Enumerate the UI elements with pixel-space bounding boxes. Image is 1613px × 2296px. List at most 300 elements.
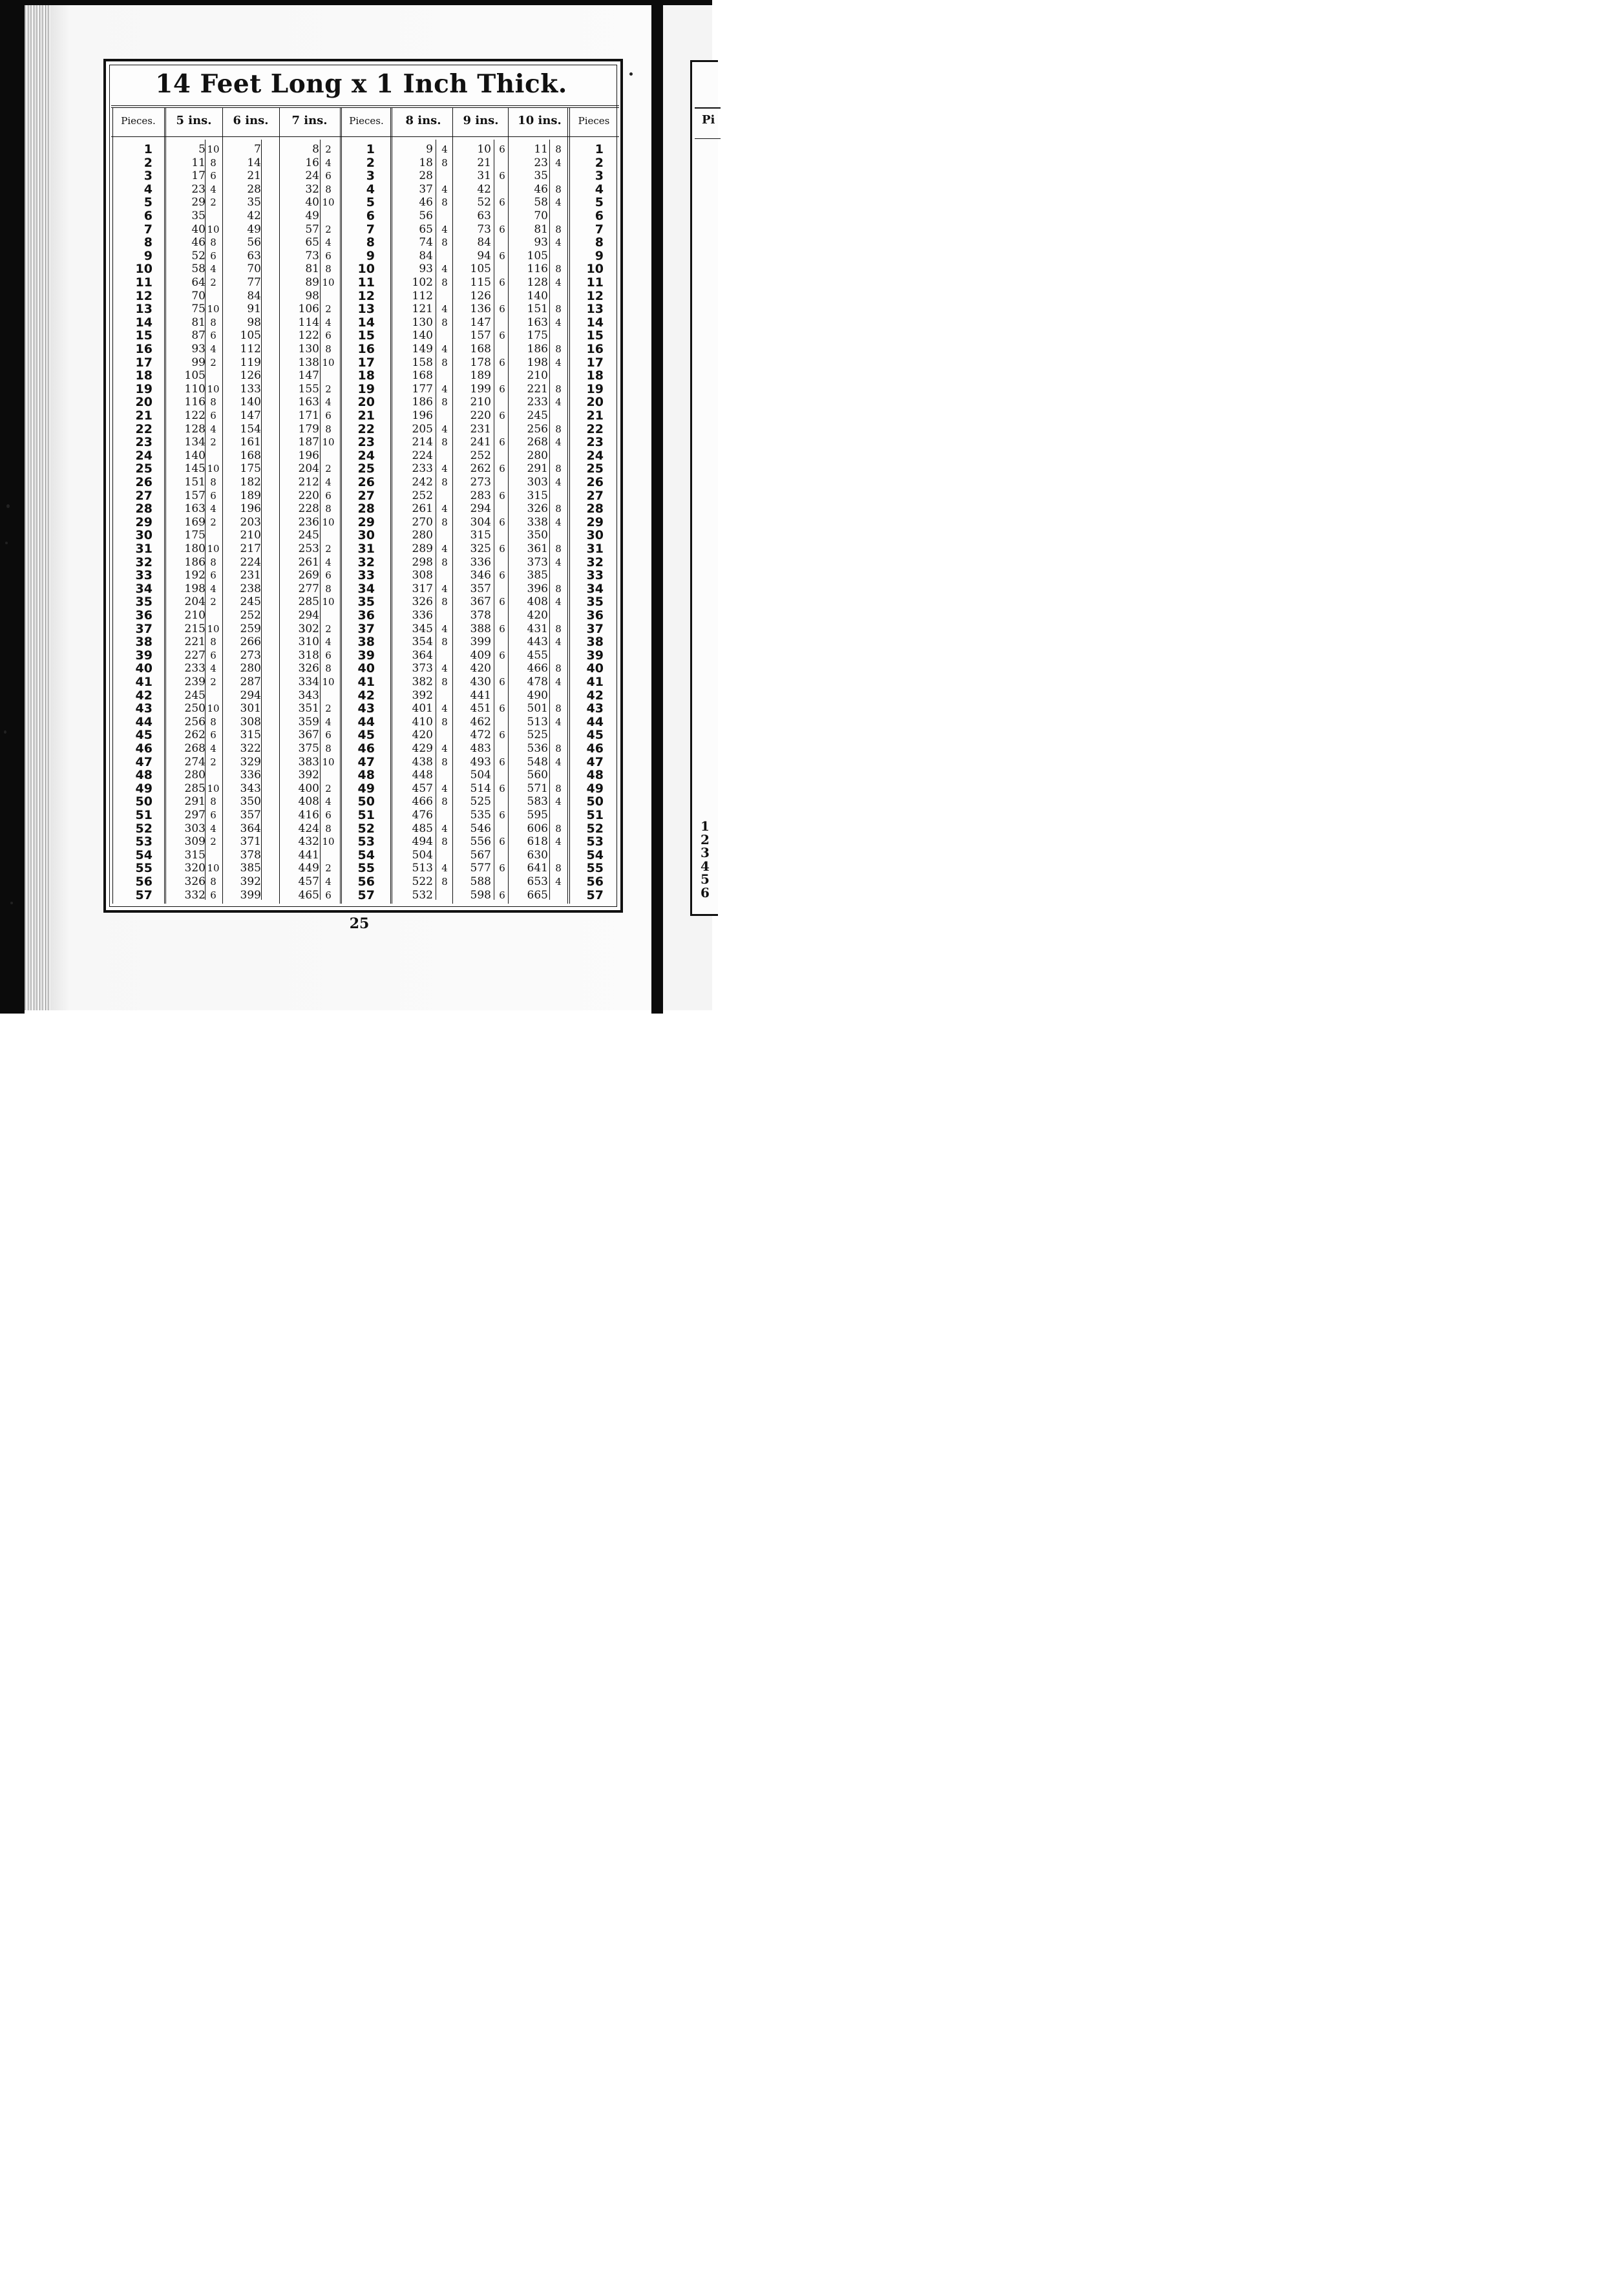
cell-8-ins: 392 <box>412 688 433 702</box>
cell-5-ins: 233 <box>184 662 206 675</box>
cell-10-ins: 408 <box>527 595 548 609</box>
cell-5-ins: 210 <box>184 609 206 622</box>
cell-10-ins-fraction: 8 <box>555 183 562 195</box>
cell-10-ins: 466 <box>527 662 548 675</box>
cell-7-ins: 326 <box>298 662 319 675</box>
cell-10-ins: 198 <box>527 356 548 369</box>
pieces-cell: 11 <box>357 275 375 290</box>
cell-7-ins: 106 <box>298 303 319 316</box>
title-rule <box>111 105 619 106</box>
table-row <box>107 529 622 542</box>
cell-7-ins: 130 <box>298 343 319 356</box>
cell-6-ins: 42 <box>247 209 261 222</box>
cell-10-ins: 536 <box>527 742 548 755</box>
cell-5-ins: 87 <box>191 329 206 343</box>
table-row <box>107 156 622 170</box>
cell-8-ins-fraction: 8 <box>441 197 448 209</box>
cell-5-ins-fraction: 4 <box>210 263 216 275</box>
pieces-cell: 1 <box>143 142 153 156</box>
cell-5-ins: 70 <box>191 289 206 303</box>
scan-speck <box>10 902 13 904</box>
cell-9-ins: 315 <box>470 529 491 542</box>
table-row <box>107 728 622 742</box>
cell-8-ins-fraction: 8 <box>441 237 448 249</box>
cell-10-ins: 583 <box>527 795 548 809</box>
pieces-cell: 54 <box>135 847 153 862</box>
cell-9-ins-fraction: 6 <box>499 836 505 848</box>
cell-9-ins-fraction: 6 <box>499 356 505 368</box>
cell-7-ins-fraction: 10 <box>322 197 335 209</box>
cell-10-ins: 280 <box>527 449 548 462</box>
table-row <box>107 875 622 889</box>
table-row <box>107 290 622 303</box>
pieces-cell: 25 <box>135 462 153 476</box>
cell-5-ins-fraction: 2 <box>210 356 216 368</box>
cell-6-ins: 84 <box>247 289 261 303</box>
pieces-cell: 41 <box>357 675 375 689</box>
pieces-cell: 37 <box>357 621 375 636</box>
pieces-cell: 6 <box>366 209 375 223</box>
cell-10-ins: 105 <box>527 249 548 262</box>
pieces-cell: 26 <box>586 475 604 489</box>
pieces-cell: 57 <box>135 888 153 902</box>
cell-9-ins: 63 <box>477 209 491 222</box>
cell-8-ins: 56 <box>419 209 433 222</box>
pieces-cell: 39 <box>135 648 153 663</box>
cell-10-ins: 93 <box>534 236 548 250</box>
cell-8-ins: 270 <box>412 515 433 529</box>
cell-7-ins-fraction: 8 <box>325 743 332 754</box>
cell-8-ins-fraction: 4 <box>441 303 448 315</box>
cell-8-ins-fraction: 4 <box>441 263 448 275</box>
cell-5-ins: 291 <box>184 795 206 809</box>
cell-6-ins: 175 <box>240 462 261 476</box>
cell-5-ins-fraction: 2 <box>210 277 216 288</box>
cell-10-ins: 23 <box>534 156 548 169</box>
table-row <box>107 223 622 237</box>
cell-7-ins: 138 <box>298 356 319 369</box>
cell-6-ins: 308 <box>240 715 261 728</box>
cell-10-ins: 245 <box>527 409 548 422</box>
cell-7-ins-fraction: 6 <box>325 250 332 262</box>
cell-5-ins: 40 <box>191 222 206 236</box>
pieces-cell: 32 <box>135 555 153 569</box>
cell-8-ins: 149 <box>412 343 433 356</box>
cell-10-ins: 210 <box>527 369 548 383</box>
pieces-cell: 35 <box>135 595 153 610</box>
cell-8-ins: 457 <box>412 781 433 795</box>
cell-9-ins-fraction: 6 <box>499 782 505 794</box>
cell-5-ins: 145 <box>184 462 206 476</box>
cell-5-ins: 198 <box>184 582 206 595</box>
cell-5-ins-fraction: 8 <box>210 716 216 728</box>
cell-10-ins: 595 <box>527 809 548 822</box>
pieces-cell: 35 <box>586 595 604 610</box>
cell-9-ins: 378 <box>470 609 491 622</box>
cell-8-ins-fraction: 8 <box>441 556 448 568</box>
cell-9-ins-fraction: 6 <box>499 330 505 342</box>
pieces-cell: 54 <box>586 847 604 862</box>
cell-10-ins-fraction: 8 <box>555 263 562 275</box>
cell-5-ins-fraction: 6 <box>210 489 216 502</box>
cell-10-ins: 186 <box>527 343 548 356</box>
pieces-cell: 52 <box>135 821 153 836</box>
cell-7-ins-fraction: 4 <box>325 476 332 488</box>
cell-9-ins: 294 <box>470 502 491 516</box>
cell-9-ins-fraction: 6 <box>499 197 505 209</box>
cell-5-ins: 186 <box>184 555 206 569</box>
cell-9-ins: 220 <box>470 409 491 422</box>
table-row <box>107 822 622 836</box>
cell-10-ins-fraction: 8 <box>555 383 562 395</box>
cell-6-ins: 336 <box>240 769 261 782</box>
pieces-cell: 10 <box>135 262 153 277</box>
table-row <box>107 702 622 716</box>
cell-8-ins-fraction: 8 <box>441 636 448 648</box>
pieces-cell: 11 <box>135 275 153 290</box>
cell-10-ins-fraction: 4 <box>555 516 562 528</box>
cell-9-ins: 325 <box>470 542 491 555</box>
pieces-cell: 35 <box>357 595 375 610</box>
cell-9-ins-fraction: 6 <box>499 622 505 635</box>
cell-9-ins-fraction: 6 <box>499 729 505 741</box>
cell-10-ins: 151 <box>527 303 548 316</box>
cell-5-ins: 52 <box>191 249 206 262</box>
cell-6-ins: 147 <box>240 409 261 422</box>
next-page-rule <box>695 138 721 139</box>
cell-6-ins: 399 <box>240 888 261 902</box>
header-pieces-left: Pieces. <box>121 115 156 127</box>
cell-5-ins-fraction: 10 <box>207 782 220 794</box>
pieces-cell: 17 <box>586 355 604 370</box>
cell-10-ins: 361 <box>527 542 548 555</box>
table-row <box>107 449 622 463</box>
pieces-cell: 2 <box>366 155 375 170</box>
cell-6-ins: 392 <box>240 875 261 888</box>
next-page-row-fragment: 3 <box>701 845 710 861</box>
cell-8-ins: 233 <box>412 462 433 476</box>
cell-5-ins: 23 <box>191 182 206 196</box>
pieces-cell: 43 <box>135 701 153 716</box>
pieces-cell: 3 <box>143 169 153 184</box>
pieces-cell: 28 <box>586 502 604 516</box>
cell-7-ins-fraction: 4 <box>325 396 332 409</box>
cell-7-ins: 228 <box>298 502 319 516</box>
cell-10-ins: 525 <box>527 728 548 742</box>
cell-5-ins-fraction: 10 <box>207 622 220 635</box>
cell-9-ins: 84 <box>477 236 491 250</box>
cell-5-ins-fraction: 4 <box>210 663 216 675</box>
pieces-cell: 37 <box>135 621 153 636</box>
cell-7-ins: 212 <box>298 476 319 489</box>
cell-6-ins: 182 <box>240 476 261 489</box>
table-row <box>107 303 622 316</box>
cell-6-ins: 14 <box>247 156 261 169</box>
cell-7-ins: 89 <box>305 276 319 289</box>
cell-10-ins: 11 <box>534 143 548 156</box>
cell-5-ins-fraction: 4 <box>210 582 216 595</box>
cell-9-ins-fraction: 6 <box>499 277 505 288</box>
cell-7-ins: 457 <box>298 875 319 888</box>
table-row <box>107 169 622 183</box>
cell-8-ins: 420 <box>412 728 433 742</box>
cell-5-ins-fraction: 10 <box>207 862 220 875</box>
pieces-cell: 33 <box>135 568 153 583</box>
cell-7-ins-fraction: 6 <box>325 569 332 582</box>
cell-9-ins-fraction: 6 <box>499 649 505 661</box>
cell-6-ins: 35 <box>247 196 261 209</box>
pieces-cell: 4 <box>143 182 153 197</box>
cell-8-ins: 74 <box>419 236 433 250</box>
pieces-cell: 30 <box>357 528 375 543</box>
cell-8-ins: 177 <box>412 382 433 396</box>
cell-10-ins: 221 <box>527 382 548 396</box>
cell-8-ins-fraction: 4 <box>441 383 448 395</box>
cell-7-ins: 155 <box>298 382 319 396</box>
cell-10-ins: 431 <box>527 622 548 635</box>
pieces-cell: 12 <box>357 288 375 303</box>
cell-9-ins: 231 <box>470 422 491 436</box>
cell-8-ins: 466 <box>412 795 433 809</box>
cell-6-ins: 56 <box>247 236 261 250</box>
cell-6-ins: 105 <box>240 329 261 343</box>
cell-5-ins-fraction: 8 <box>210 476 216 488</box>
cell-9-ins: 252 <box>470 449 491 462</box>
next-page-table-frame <box>690 60 718 916</box>
pieces-cell: 48 <box>586 768 604 783</box>
cell-8-ins-fraction: 8 <box>441 796 448 808</box>
cell-8-ins: 326 <box>412 595 433 609</box>
table-row <box>107 196 622 209</box>
cell-10-ins-fraction: 4 <box>555 756 562 768</box>
pieces-cell: 29 <box>135 515 153 529</box>
cell-8-ins: 18 <box>419 156 433 169</box>
cell-5-ins-fraction: 6 <box>210 330 216 342</box>
cell-5-ins: 99 <box>191 356 206 369</box>
cell-9-ins: 283 <box>470 489 491 502</box>
cell-6-ins: 252 <box>240 609 261 622</box>
cell-5-ins: 297 <box>184 809 206 822</box>
cell-6-ins: 301 <box>240 702 261 716</box>
cell-10-ins-fraction: 4 <box>555 556 562 568</box>
pieces-cell: 31 <box>586 542 604 556</box>
cell-7-ins: 351 <box>298 702 319 716</box>
pieces-cell: 36 <box>357 608 375 622</box>
scan-speck <box>6 504 10 508</box>
cell-9-ins: 105 <box>470 262 491 276</box>
cell-8-ins-fraction: 8 <box>441 436 448 449</box>
cell-5-ins-fraction: 4 <box>210 822 216 834</box>
cell-8-ins: 102 <box>412 276 433 289</box>
cell-8-ins-fraction: 8 <box>441 316 448 328</box>
pieces-cell: 5 <box>143 195 153 210</box>
table-row <box>107 556 622 569</box>
pieces-cell: 19 <box>135 381 153 396</box>
cell-7-ins: 375 <box>298 742 319 755</box>
cell-6-ins: 259 <box>240 622 261 635</box>
cell-10-ins-fraction: 4 <box>555 476 562 488</box>
pieces-cell: 44 <box>586 714 604 729</box>
cell-9-ins: 73 <box>477 222 491 236</box>
pieces-cell: 27 <box>135 488 153 503</box>
cell-9-ins-fraction: 6 <box>499 383 505 395</box>
cell-5-ins-fraction: 6 <box>210 250 216 262</box>
cell-8-ins: 485 <box>412 822 433 835</box>
cell-6-ins: 140 <box>240 396 261 409</box>
cell-7-ins-fraction: 6 <box>325 889 332 901</box>
cell-5-ins: 256 <box>184 715 206 728</box>
cell-8-ins: 345 <box>412 622 433 635</box>
cell-10-ins-fraction: 8 <box>555 303 562 315</box>
cell-5-ins-fraction: 6 <box>210 410 216 421</box>
pieces-cell: 5 <box>595 195 604 210</box>
cell-9-ins: 304 <box>470 515 491 529</box>
cell-9-ins: 199 <box>470 382 491 396</box>
cell-6-ins: 343 <box>240 781 261 795</box>
pieces-cell: 34 <box>586 581 604 596</box>
pieces-cell: 47 <box>357 754 375 769</box>
cell-10-ins: 46 <box>534 182 548 196</box>
cell-6-ins: 245 <box>240 595 261 609</box>
header-9-ins: 9 ins. <box>463 114 499 127</box>
pieces-cell: 29 <box>586 515 604 529</box>
pieces-cell: 7 <box>143 222 153 237</box>
pieces-cell: 1 <box>595 142 604 156</box>
pieces-cell: 50 <box>586 794 604 809</box>
pieces-cell: 15 <box>357 328 375 343</box>
cell-7-ins-fraction: 8 <box>325 183 332 195</box>
pieces-cell: 4 <box>595 182 604 197</box>
next-page-row-fragment: 5 <box>701 871 710 888</box>
pieces-cell: 33 <box>357 568 375 583</box>
table-row <box>107 635 622 649</box>
cell-10-ins: 513 <box>527 715 548 728</box>
cell-8-ins-fraction: 8 <box>441 876 448 888</box>
cell-10-ins: 268 <box>527 436 548 449</box>
cell-7-ins: 269 <box>298 569 319 582</box>
cell-7-ins: 179 <box>298 422 319 436</box>
cell-5-ins: 105 <box>184 369 206 383</box>
cell-10-ins-fraction: 8 <box>555 223 562 235</box>
cell-10-ins: 256 <box>527 422 548 436</box>
cell-10-ins: 175 <box>527 329 548 343</box>
cell-8-ins: 186 <box>412 396 433 409</box>
next-page-rule <box>695 107 721 109</box>
cell-8-ins-fraction: 8 <box>441 716 448 728</box>
cell-9-ins-fraction: 6 <box>499 756 505 768</box>
pieces-cell: 9 <box>595 248 604 263</box>
pieces-cell: 17 <box>135 355 153 370</box>
cell-7-ins-fraction: 10 <box>322 436 335 449</box>
cell-8-ins-fraction: 4 <box>441 582 448 595</box>
cell-10-ins: 560 <box>527 769 548 782</box>
cell-7-ins-fraction: 4 <box>325 156 332 169</box>
cell-8-ins: 401 <box>412 702 433 716</box>
cell-8-ins: 298 <box>412 555 433 569</box>
cell-8-ins-fraction: 4 <box>441 703 448 715</box>
cell-6-ins: 350 <box>240 795 261 809</box>
cell-10-ins-fraction: 8 <box>555 343 562 355</box>
cell-8-ins: 158 <box>412 356 433 369</box>
table-row <box>107 862 622 875</box>
cell-8-ins-fraction: 4 <box>441 144 448 155</box>
pieces-cell: 55 <box>586 861 604 876</box>
cell-10-ins-fraction: 4 <box>555 836 562 848</box>
cell-9-ins: 31 <box>477 169 491 183</box>
cell-5-ins-fraction: 2 <box>210 596 216 608</box>
table-row <box>107 742 622 756</box>
pieces-cell: 57 <box>357 888 375 902</box>
cell-5-ins: 11 <box>191 156 206 169</box>
cell-8-ins: 513 <box>412 862 433 875</box>
cell-6-ins: 126 <box>240 369 261 383</box>
cell-5-ins: 326 <box>184 875 206 888</box>
cell-10-ins-fraction: 4 <box>555 676 562 688</box>
cell-8-ins: 121 <box>412 303 433 316</box>
cell-6-ins: 273 <box>240 648 261 662</box>
cell-9-ins: 262 <box>470 462 491 476</box>
cell-10-ins-fraction: 8 <box>555 144 562 155</box>
cell-5-ins-fraction: 8 <box>210 556 216 568</box>
cell-8-ins-fraction: 4 <box>441 622 448 635</box>
cell-7-ins: 294 <box>298 609 319 622</box>
cell-10-ins: 490 <box>527 688 548 702</box>
cell-8-ins: 373 <box>412 662 433 675</box>
cell-5-ins: 169 <box>184 515 206 529</box>
cell-7-ins: 32 <box>305 182 319 196</box>
cell-7-ins-fraction: 8 <box>325 343 332 355</box>
pieces-cell: 41 <box>586 675 604 689</box>
pieces-cell: 26 <box>357 475 375 489</box>
cell-9-ins: 514 <box>470 781 491 795</box>
cell-9-ins: 462 <box>470 715 491 728</box>
pieces-cell: 38 <box>357 635 375 650</box>
cell-10-ins: 116 <box>527 262 548 276</box>
cell-10-ins: 455 <box>527 648 548 662</box>
cell-10-ins: 548 <box>527 755 548 769</box>
cell-8-ins-fraction: 4 <box>441 782 448 794</box>
cell-10-ins-fraction: 4 <box>555 396 562 409</box>
cell-5-ins-fraction: 8 <box>210 636 216 648</box>
cell-7-ins-fraction: 4 <box>325 796 332 808</box>
pieces-cell: 51 <box>357 808 375 822</box>
cell-9-ins: 567 <box>470 848 491 862</box>
cell-8-ins: 9 <box>426 143 433 156</box>
cell-9-ins-fraction: 6 <box>499 703 505 715</box>
cell-7-ins: 253 <box>298 542 319 555</box>
table-row <box>107 462 622 476</box>
cell-7-ins: 465 <box>298 888 319 902</box>
cell-5-ins: 93 <box>191 343 206 356</box>
pieces-cell: 24 <box>135 448 153 463</box>
scan-speck <box>4 730 6 734</box>
header-6-ins: 6 ins. <box>233 114 269 127</box>
cell-7-ins: 392 <box>298 769 319 782</box>
cell-8-ins: 448 <box>412 769 433 782</box>
cell-5-ins-fraction: 8 <box>210 156 216 169</box>
cell-7-ins-fraction: 6 <box>325 649 332 661</box>
scan-speck <box>629 72 633 76</box>
cell-8-ins: 28 <box>419 169 433 183</box>
cell-7-ins: 359 <box>298 715 319 728</box>
table-row <box>107 489 622 503</box>
table-row <box>107 756 622 769</box>
header-5-ins: 5 ins. <box>176 114 212 127</box>
cell-7-ins: 65 <box>305 236 319 250</box>
cell-10-ins: 478 <box>527 675 548 688</box>
cell-7-ins: 424 <box>298 822 319 835</box>
pieces-cell: 45 <box>135 728 153 743</box>
